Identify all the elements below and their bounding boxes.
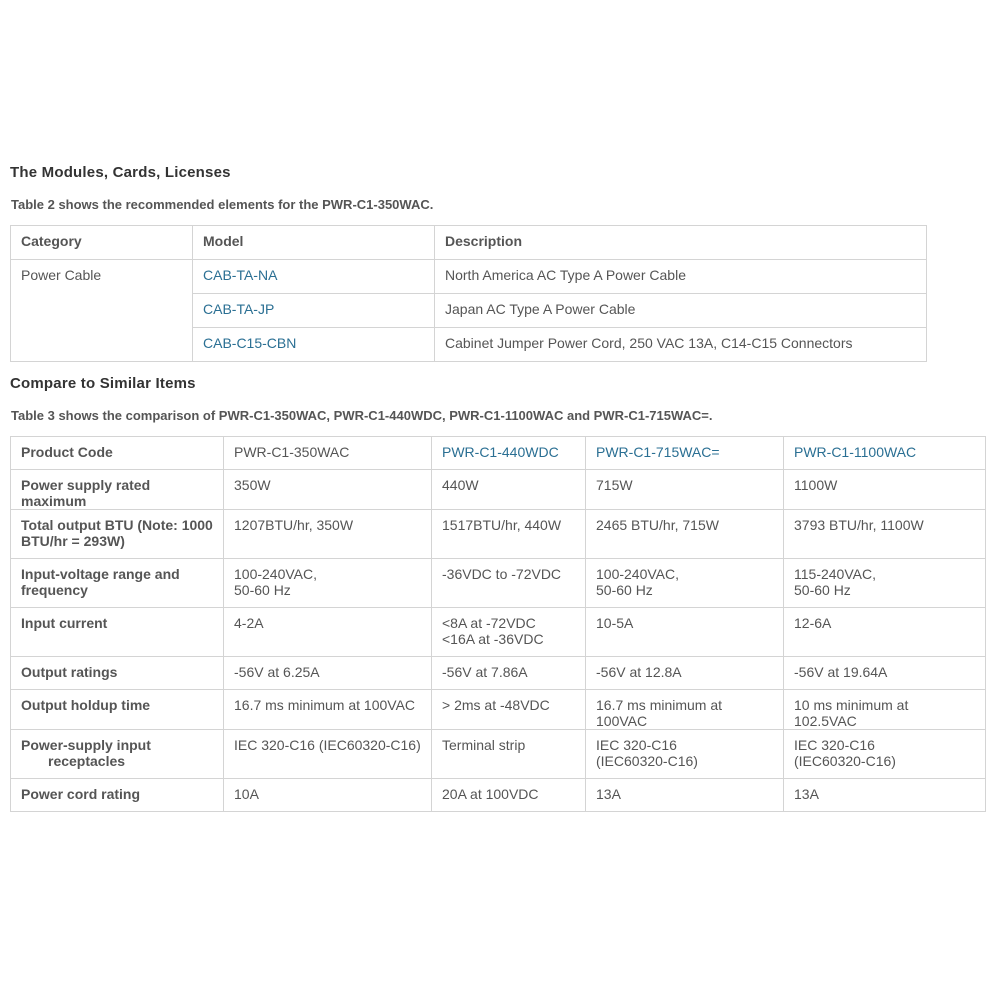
value-cell: 2465 BTU/hr, 715W — [586, 510, 784, 559]
table-row — [11, 260, 927, 294]
value-cell: IEC 320-C16 (IEC60320-C16) — [784, 730, 986, 779]
value-cell: IEC 320-C16 (IEC60320-C16) — [224, 730, 432, 779]
product-code-350wac: PWR-C1-350WAC — [224, 437, 432, 470]
table2-caption: Table 2 shows the recommended elements for the PWR-C1-350WAC. — [11, 197, 434, 212]
table-row — [11, 608, 986, 657]
value-cell: 1100W — [784, 470, 986, 510]
value-cell: <8A at -72VDC <16A at -36VDC — [432, 608, 586, 657]
description-cell: Cabinet Jumper Power Cord, 250 VAC 13A, C14-C15 Connectors — [435, 328, 927, 362]
value-cell: 12-6A — [784, 608, 986, 657]
section-title-compare: Compare to Similar Items — [10, 375, 196, 392]
value-cell: 350W — [224, 470, 432, 510]
value-cell: -56V at 6.25A — [224, 657, 432, 690]
row-label: Output ratings — [11, 657, 224, 690]
value-cell: 1207BTU/hr, 350W — [224, 510, 432, 559]
row-label: Output holdup time — [11, 690, 224, 730]
row-label: Input current — [11, 608, 224, 657]
value-cell: 115-240VAC, 50-60 Hz — [784, 559, 986, 608]
product-link-440wdc[interactable]: PWR-C1-440WDC — [442, 444, 559, 460]
product-link-1100wac[interactable]: PWR-C1-1100WAC — [794, 444, 917, 460]
value-cell: 10-5A — [586, 608, 784, 657]
value-cell: -56V at 7.86A — [432, 657, 586, 690]
model-link-cab-ta-na[interactable]: CAB-TA-NA — [203, 267, 278, 283]
row-label: Total output BTU (Note: 1000 BTU/hr = 293W) — [11, 510, 224, 559]
description-cell: Japan AC Type A Power Cable — [435, 294, 927, 328]
value-cell: 13A — [784, 779, 986, 812]
column-header-category: Category — [11, 226, 193, 260]
table-row — [11, 779, 986, 812]
comparison-table — [10, 436, 986, 812]
value-cell: 1517BTU/hr, 440W — [432, 510, 586, 559]
value-cell: -56V at 12.8A — [586, 657, 784, 690]
column-header-model: Model — [193, 226, 435, 260]
table-header-row — [11, 226, 927, 260]
value-cell: 10A — [224, 779, 432, 812]
value-cell: 715W — [586, 470, 784, 510]
value-cell: > 2ms at -48VDC — [432, 690, 586, 730]
column-header-description: Description — [435, 226, 927, 260]
value-cell: IEC 320-C16 (IEC60320-C16) — [586, 730, 784, 779]
value-cell: 16.7 ms minimum at 100VAC — [224, 690, 432, 730]
recommended-elements-table — [10, 225, 927, 362]
value-cell: Terminal strip — [432, 730, 586, 779]
value-cell: -36VDC to -72VDC — [432, 559, 586, 608]
value-cell: -56V at 19.64A — [784, 657, 986, 690]
table-row — [11, 510, 986, 559]
table3-caption: Table 3 shows the comparison of PWR-C1-350WAC, PWR-C1-440WDC, PWR-C1-1100WAC and PWR-C1-715WAC=. — [11, 408, 713, 423]
value-cell: 13A — [586, 779, 784, 812]
model-link-cab-c15-cbn[interactable]: CAB-C15-CBN — [203, 335, 297, 351]
row-label: Power cord rating — [11, 779, 224, 812]
row-label: Power supply rated maximum — [11, 470, 224, 510]
value-cell: 20A at 100VDC — [432, 779, 586, 812]
value-cell: 16.7 ms minimum at 100VAC — [586, 690, 784, 730]
value-cell: 10 ms minimum at 102.5VAC — [784, 690, 986, 730]
product-link-715wac[interactable]: PWR-C1-715WAC= — [596, 444, 720, 460]
value-cell: 100-240VAC, 50-60 Hz — [586, 559, 784, 608]
table-row — [11, 657, 986, 690]
table-row — [11, 559, 986, 608]
value-cell: 3793 BTU/hr, 1100W — [784, 510, 986, 559]
value-cell: 100-240VAC, 50-60 Hz — [224, 559, 432, 608]
value-cell: 4-2A — [224, 608, 432, 657]
category-cell: Power Cable — [11, 260, 193, 362]
section-title-modules: The Modules, Cards, Licenses — [10, 164, 231, 181]
table-row — [11, 690, 986, 730]
model-link-cab-ta-jp[interactable]: CAB-TA-JP — [203, 301, 275, 317]
description-cell: North America AC Type A Power Cable — [435, 260, 927, 294]
product-code-row — [11, 437, 986, 470]
table-row — [11, 730, 986, 779]
row-label: Input-voltage range and frequency — [11, 559, 224, 608]
row-label-product-code: Product Code — [11, 437, 224, 470]
table-row — [11, 470, 986, 510]
row-label: Power-supply input receptacles — [11, 730, 224, 779]
value-cell: 440W — [432, 470, 586, 510]
